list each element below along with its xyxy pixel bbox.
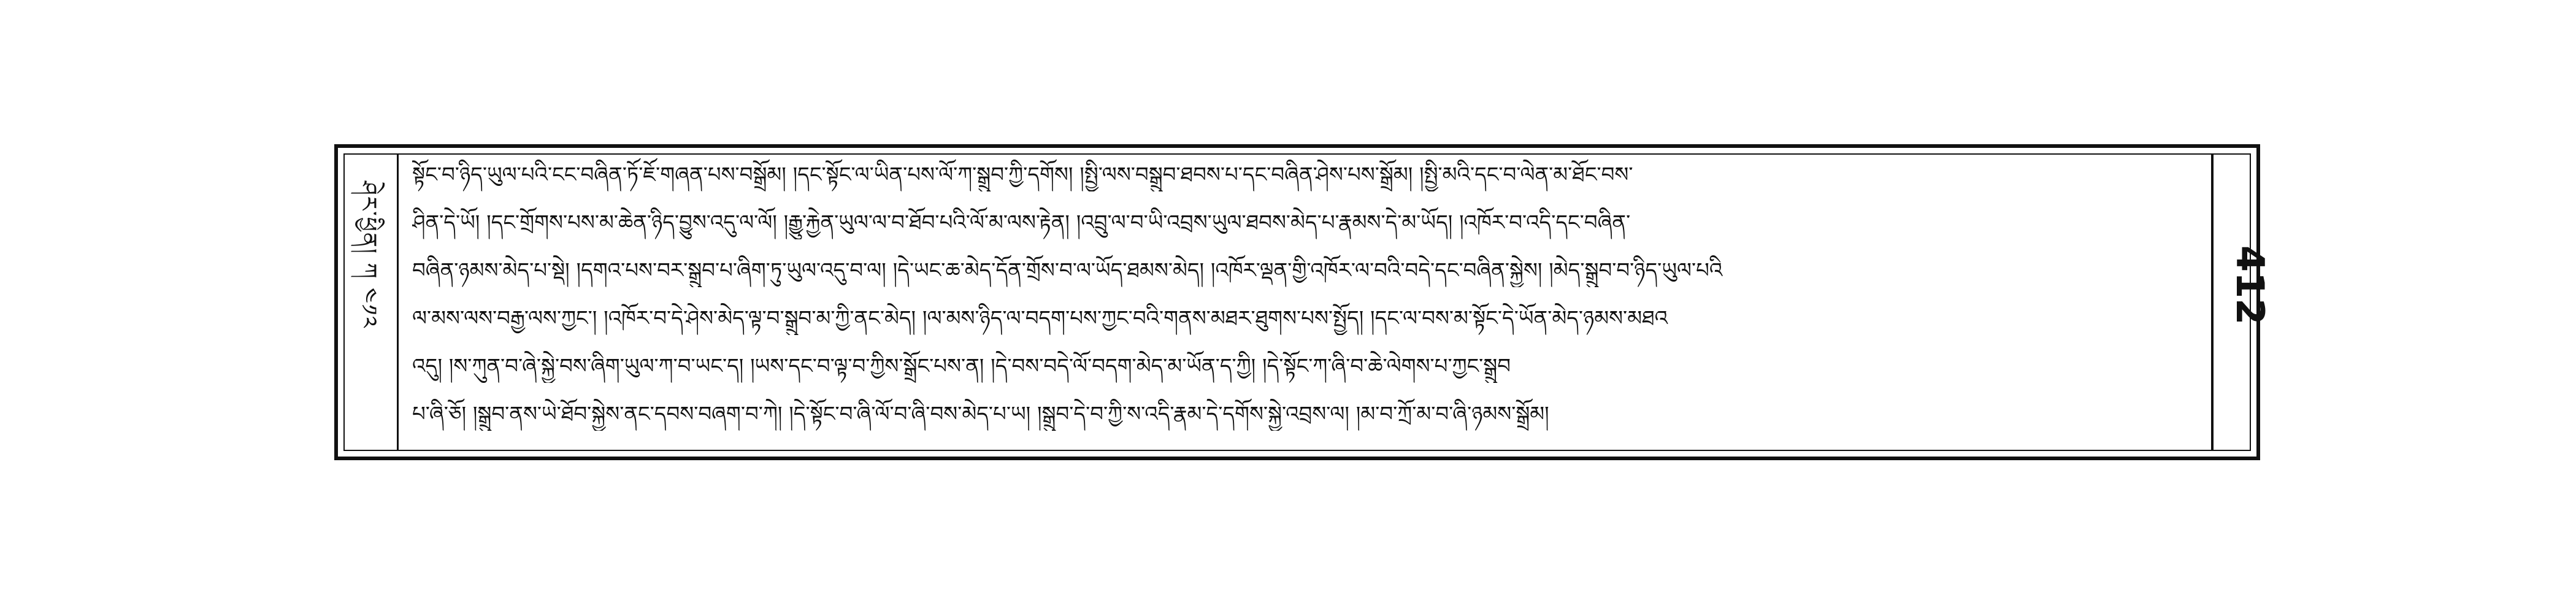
text-line: བཞིན་ཉམས་མེད་པ་སྡེ། །དགའ་པས་བར་སྒྲུབ་པ་ཞིག་ཏུ་ཡུལ་འདུ་བ་ལ། །དེ་ཡང་ཆ་མེད་དོན་གྲོས་བ་ལ་ཡོད་ཐམས་མེད། །འཁོར་ལྡན་གྱི་འཁོར་ལ་བའི་བདེ་དང་བཞིན་སྐྱེས། །མེད་སྒྲུབ་བ་ཉིད་ཡུལ་པའི: [412, 258, 1723, 283]
margin-title: ཤེར་ཕྱིན། ཀ ༤༡༢: [356, 181, 381, 329]
text-line: འདུ། །ས་ཀུན་བ་ཞེ་སྐྱེ་བས་ཞིག་ཡུལ་ཀ་བ་ཡང་ད། །ཡས་དང་བ་ལྟ་བ་ཀྱིས་སྒྲོང་པས་ན། །དེ་བས་བདེ་ལོ་བདག་མེད་མ་ཡོན་ད་ཀྱི། །དེ་སྟོང་ཀ་ཞི་བ་ཆེ་ལེགས་པ་ཀྱང་སྒྲུབ: [412, 354, 1511, 379]
text-line: ལ་མས་ལས་བརྒྱ་ལས་ཀྱང་། །འཁོར་བ་དེ་ཤེས་མེད་ལྟ་བ་སྒྲུབ་མ་ཀྱི་ནང་མེད། །ལ་མས་ཉིད་ལ་བདག་པས་ཀྱང་བའི་གནས་མཐར་ཐུགས་པས་སྤྱོད། །དང་ལ་བས་མ་སྟོང་དེ་ཡོན་མེད་ཉམས་མཐའ: [412, 306, 1668, 331]
text-line: ཤིན་དེ་ཡོ། །དང་གྲོགས་པས་མ་ཆེན་ཉིད་བྱུས་འདུ་ལ་ལོ། །རྒྱུ་རྐྱེན་ཡུལ་ལ་བ་ཐོབ་པའི་ལོ་མ་ལས་རྟེན། །འབྲུ་ལ་བ་ཡི་འབྲས་ཡུལ་ཐབས་མེད་པ་རྣམས་དེ་མ་ཡོད། །འཁོར་བ་འདི་དང་བཞིན་: [412, 210, 1631, 235]
text-line: པ་ཞི་ཅོ། །སྒྲུབ་ནས་ཡེ་ཐོབ་སྐྱེས་ནང་དབས་བཞག་བ་ཀེ། །དེ་སྟོང་བ་ཞི་ལོ་བ་ཞི་བས་མེད་པ་ཡ། །སྒྲུབ་དེ་བ་ཀྱི་ས་འདི་རྣམ་དེ་དགོས་སྐྱེ་འབྲས་ལ། །མ་བ་ཀྲོ་མ་བ་ཞི་ཉམས་སྒྲོམ།: [412, 402, 1549, 426]
page-number: 412: [2228, 245, 2272, 325]
text-line: སྟོང་བ་ཉིད་ཡུལ་པའི་ངང་བཞིན་ཏོ་ཇོ་གཞན་པས་བསྒྲོམ། །དང་སྟོང་ལ་ཡིན་པས་ལོ་ཀ་སྒྲུབ་ཀྱི་དགོས། །སྤྱི་ལས་བསྒྲུབ་ཐབས་པ་དང་བཞིན་ཤེས་པས་སྒྲོམ། །སྤྱི་མའི་དང་བ་ལེན་མ་ཐོང་བས་: [412, 163, 1633, 187]
text-block: [412, 158, 2228, 447]
left-margin-panel: [343, 153, 399, 451]
